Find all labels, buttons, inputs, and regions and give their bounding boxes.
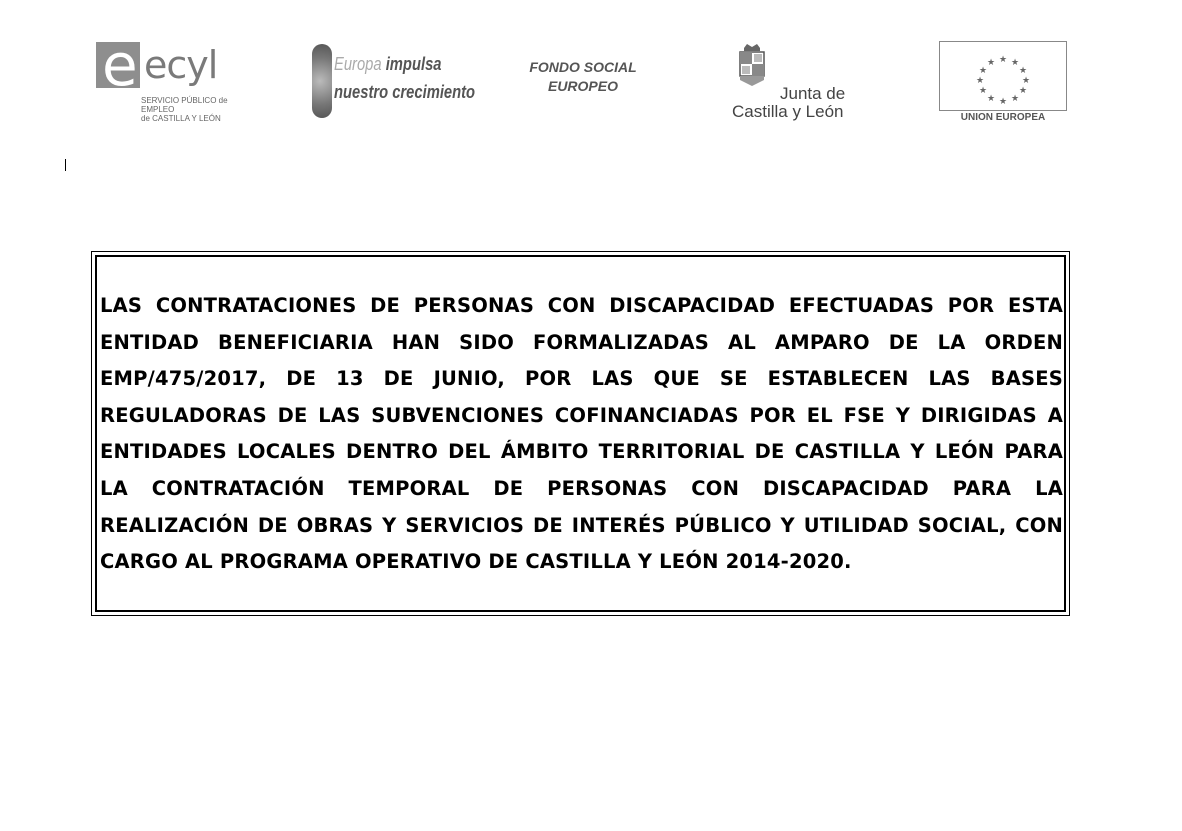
- svg-text:★: ★: [986, 94, 996, 104]
- svg-text:★: ★: [998, 97, 1008, 107]
- notice-text: LAS CONTRATACIONES DE PERSONAS CON DISCAPACIDAD EFECTUADAS POR ESTA ENTIDAD BENEFICIARIA HAN SIDO FORMALIZADAS AL AMPARO DE LA ORDEN EMP/475/2017, DE 13 DE JUNIO, POR LAS QUE SE ESTABLECEN LAS BASES REGULADORAS DE LAS SUBVENCIONES COFINANCIADAS POR EL FSE Y DIRIGIDAS A ENTIDADES LOCALES DENTRO DEL ÁMBITO TERRITORIAL DE CASTILLA Y LEÓN PARA LA CONTRATACIÓN TEMPORAL DE PERSONAS CON DISCAPACIDAD PARA LA REALIZACIÓN DE OBRAS Y SERVICIOS DE INTERÉS PÚBLICO Y UTILIDAD SOCIAL, CON CARGO AL PROGRAMA OPERATIVO DE CASTILLA Y LEÓN 2014-2020.: [100, 294, 1063, 574]
- ecyl-logo: [94, 31, 244, 123]
- europa-swirl-icon: [312, 44, 332, 118]
- junta-line2: Castilla y León: [732, 102, 844, 121]
- ecyl-subtitle: [141, 96, 251, 123]
- eu-flag-icon: [939, 41, 1067, 111]
- ecyl-e-glyph: e: [102, 31, 138, 99]
- svg-text:★: ★: [1010, 58, 1020, 68]
- svg-text:★: ★: [998, 55, 1008, 65]
- europa-impulsa-line1: [334, 54, 441, 75]
- ecyl-subtitle-line2: de CASTILLA Y LEÓN: [141, 114, 221, 123]
- union-europea-logo: [938, 40, 1068, 130]
- svg-text:★: ★: [1018, 66, 1028, 76]
- union-europea-label: UNION EUROPEA: [960, 112, 1046, 123]
- svg-text:★: ★: [1021, 76, 1031, 86]
- europa-impulsa-line2: nuestro crecimiento: [334, 82, 476, 102]
- text-cursor: [65, 159, 66, 171]
- svg-text:★: ★: [978, 66, 988, 76]
- fondo-social-europeo-label: [520, 58, 646, 96]
- impulsa-word: impulsa: [385, 54, 442, 74]
- svg-text:★: ★: [975, 76, 985, 86]
- notice-box: [91, 251, 1070, 616]
- svg-text:★: ★: [978, 86, 988, 96]
- ecyl-subtitle-line1: SERVICIO PÚBLICO de EMPLEO: [141, 96, 228, 114]
- fse-line1: FONDO SOCIAL: [529, 59, 637, 75]
- svg-text:★: ★: [1018, 86, 1028, 96]
- fse-line2: EUROPEO: [547, 78, 618, 94]
- coat-of-arms-icon: [738, 42, 766, 88]
- europa-word: Europa: [334, 54, 382, 74]
- ecyl-e-mark: [96, 31, 140, 99]
- europa-impulsa-logo: [308, 42, 476, 122]
- svg-text:★: ★: [1010, 94, 1020, 104]
- junta-line1: Junta de: [780, 84, 846, 103]
- svg-text:★: ★: [986, 58, 996, 68]
- junta-castilla-leon-logo: [728, 40, 858, 124]
- ecyl-brand-text: ecyl: [144, 43, 218, 87]
